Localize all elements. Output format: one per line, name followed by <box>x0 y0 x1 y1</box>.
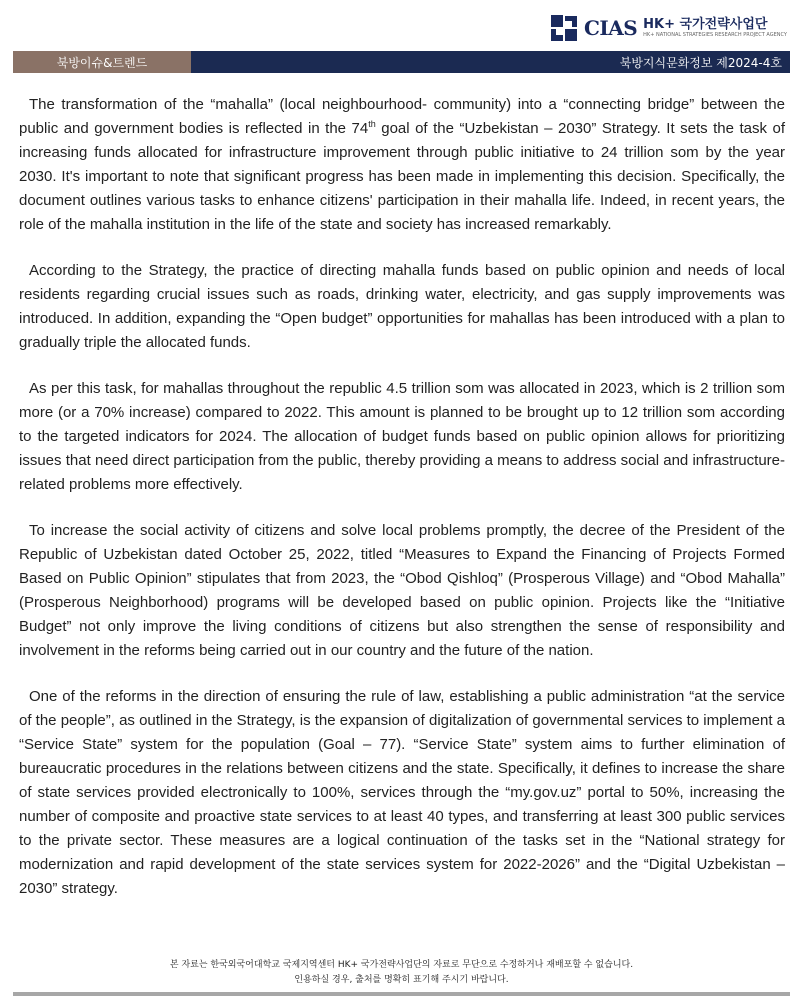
section-label: 북방이슈&트렌드 <box>13 51 191 73</box>
paragraph-3: As per this task, for mahallas throughout the republic 4.5 trillion som was allocated in 2023, which is 2 trillion som more (or a 70% increase) compared to 2022. This amount is planned to be brought up to 12 trillion som according to the targeted indicators for 2024. The allocation of budget funds based on public opinion allows for prioritizing issues that need direct participation from the public, thereby providing a means to address social and infrastructure-related problems more effectively. <box>19 380 785 493</box>
cias-logo <box>550 12 787 44</box>
logo-title: HK+ 국가전략사업단 <box>643 17 768 32</box>
bottom-divider <box>13 992 790 996</box>
cias-emblem-icon <box>550 14 578 42</box>
header-band <box>13 51 790 73</box>
paragraph-4: To increase the social activity of citizens and solve local problems promptly, the decree of the President of the Republic of Uzbekistan dated October 25, 2022, titled “Measures to Expand the Financing of Projects Formed Based on Public Opinion” stipulates that from 2023, the “Obod Qishloq” (Prosperous Village) and “Obod Mahalla” (Prosperous Neighborhood) programs will be developed based on public opinion. Projects like the “Initiative Budget” not only improve the living conditions of citizens but also strengthen the sense of responsibility and involvement in the reforms being carried out in our country and the future of the nation. <box>19 522 785 659</box>
citation-notice: 인용하실 경우, 출처를 명확히 표기해 주시기 바랍니다. <box>294 975 509 985</box>
logo-wordmark: CIAS <box>583 16 638 40</box>
copyright-notice: 본 자료는 한국외국어대학교 국제지역센터 HK+ 국가전략사업단의 자료로 무단으로 수정하거나 재배포할 수 없습니다. <box>169 960 634 970</box>
paragraph-1 <box>19 93 785 237</box>
paragraph-1-text-a: The transformation of the “mahalla” (local neighbourhood- community) into a “connecting bridge” between the public and government bodies is reflected in the 74 <box>19 96 785 137</box>
publication-label: 북방지식문화정보 제2024-4호 <box>191 51 790 73</box>
paragraph-2: According to the Strategy, the practice of directing mahalla funds based on public opinion and needs of local residents regarding crucial issues such as roads, drinking water, electricity, and gas supply improvements was introduced. In addition, expanding the “Open budget” opportunities for mahallas has been introduced with a plan to gradually triple the allocated funds. <box>19 262 785 351</box>
article-body <box>19 93 785 901</box>
paragraph-1-text-b: goal of the “Uzbekistan – 2030” Strategy. It sets the task of increasing funds allocated for infrastructure improvement through public initiative to 24 trillion som by the year 2030. It's important to note that significant progress has been made in implementing this decision. Specifically, the document outlines various tasks to enhance citizens' participation in their mahalla life. Indeed, in recent years, the role of the mahalla institution in the life of the state and society has increased remarkably. <box>19 120 785 233</box>
logo-subtitle: HK+ NATIONAL STRATEGIES RESEARCH PROJECT AGENCY <box>643 32 787 38</box>
ordinal-superscript: th <box>368 119 376 129</box>
paragraph-5: One of the reforms in the direction of ensuring the rule of law, establishing a public administration “at the service of the people”, as outlined in the Strategy, is the expansion of digitalization of governmental services to implement a “Service State” system for the population (Goal – 77). “Service State” system aims to further elimination of bureaucratic procedures in the relations between citizens and the state. Specifically, it defines to increase the share of state services provided electronically to 100%, services through the “my.gov.uz” portal to 50%, increasing the number of composite and proactive state services to at least 40 types, and transferring at least 300 public services to the private sector. These measures are a logical continuation of the tasks set in the “National strategy for modernization and rapid development of the state services system for 2022-2026” and the “Digital Uzbekistan – 2030” strategy. <box>19 688 785 897</box>
